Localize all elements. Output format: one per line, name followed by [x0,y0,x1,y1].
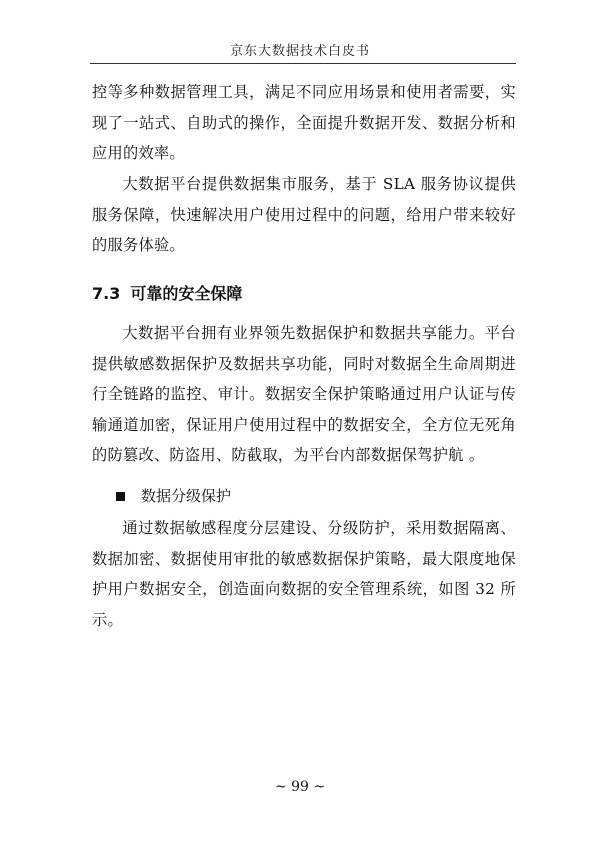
paragraph-continuation: 控等多种数据管理工具，满足不同应用场景和使用者需要，实现了一站式、自助式的操作，全面提升数据开发、数据分析和应用的效率。 [92,83,516,162]
section-title: 可靠的安全保障 [130,284,243,303]
bullet-item [116,484,231,508]
square-bullet-icon [116,492,125,501]
page-number: ~ 99 ~ [274,779,326,795]
header-divider [90,63,516,64]
section-heading [92,281,242,304]
paragraph-security: 大数据平台拥有业界领先数据保护和数据共享能力。平台提供敏感数据保护及数据共享功能，同时对数据全生命周期进行全链路的监控、审计。数据安全保护策略通过用户认证与传输通道加密，保证用户使用过程中的数据安全，全方位无死角的防篡改、防盗用、防截取，为平台内部数据保驾护航 。 [92,324,516,464]
running-header-title: 京东大数据技术白皮书 [229,44,370,59]
paragraph-classification: 通过数据敏感程度分层建设、分级防护，采用数据隔离、数据加密、数据使用审批的敏感数据保护策略，最大限度地保护用户数据安全，创造面向数据的安全管理系统，如图 32 所示。 [92,519,516,629]
bullet-text: 数据分级保护 [141,487,232,505]
section-number: 7.3 [92,284,121,303]
paragraph-data-mart: 大数据平台提供数据集市服务，基于 SLA 服务协议提供服务保障，快速解决用户使用过程中的问题，给用户带来较好的服务体验。 [92,175,516,254]
